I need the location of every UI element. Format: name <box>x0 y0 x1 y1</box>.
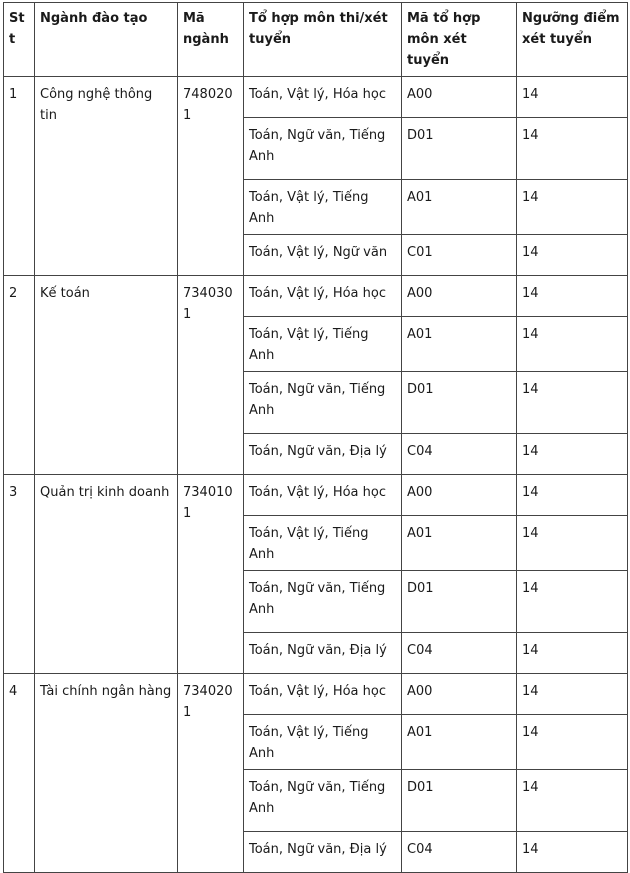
stt-cell: 1 <box>4 77 35 276</box>
table-row <box>4 276 628 317</box>
threshold-cell: 14 <box>517 276 628 317</box>
combo-code-cell: A00 <box>402 77 517 118</box>
subjects-cell: Toán, Vật lý, Tiếng Anh <box>244 317 402 372</box>
combo-code-cell: A00 <box>402 276 517 317</box>
subjects-cell: Toán, Vật lý, Tiếng Anh <box>244 180 402 235</box>
threshold-cell: 14 <box>517 571 628 633</box>
major-code-cell: 7340101 <box>178 475 244 674</box>
subjects-cell: Toán, Ngữ văn, Tiếng Anh <box>244 118 402 180</box>
header-major: Ngành đào tạo <box>35 3 178 77</box>
header-stt: Stt <box>4 3 35 77</box>
combo-code-cell: A01 <box>402 180 517 235</box>
combo-code-cell: D01 <box>402 118 517 180</box>
combo-code-cell: C04 <box>402 633 517 674</box>
stt-cell: 3 <box>4 475 35 674</box>
subjects-cell: Toán, Ngữ văn, Địa lý <box>244 633 402 674</box>
major-code-cell: 7480201 <box>178 77 244 276</box>
combo-code-cell: D01 <box>402 372 517 434</box>
stt-cell: 4 <box>4 674 35 873</box>
combo-code-cell: A01 <box>402 516 517 571</box>
stt-cell: 2 <box>4 276 35 475</box>
threshold-cell: 14 <box>517 715 628 770</box>
combo-code-cell: D01 <box>402 770 517 832</box>
subjects-cell: Toán, Vật lý, Hóa học <box>244 475 402 516</box>
combo-code-cell: C04 <box>402 832 517 873</box>
combo-code-cell: A00 <box>402 674 517 715</box>
subjects-cell: Toán, Vật lý, Hóa học <box>244 77 402 118</box>
major-name-cell: Tài chính ngân hàng <box>35 674 178 873</box>
combo-code-cell: A00 <box>402 475 517 516</box>
combo-code-cell: A01 <box>402 317 517 372</box>
major-name-cell: Kế toán <box>35 276 178 475</box>
threshold-cell: 14 <box>517 434 628 475</box>
header-subject-combo: Tổ hợp môn thi/xét tuyển <box>244 3 402 77</box>
combo-code-cell: A01 <box>402 715 517 770</box>
threshold-cell: 14 <box>517 475 628 516</box>
subjects-cell: Toán, Vật lý, Tiếng Anh <box>244 715 402 770</box>
header-combo-code: Mã tổ hợp môn xét tuyển <box>402 3 517 77</box>
table-row <box>4 674 628 715</box>
subjects-cell: Toán, Vật lý, Ngữ văn <box>244 235 402 276</box>
table-row <box>4 77 628 118</box>
threshold-cell: 14 <box>517 77 628 118</box>
threshold-cell: 14 <box>517 235 628 276</box>
major-name-cell: Công nghệ thông tin <box>35 77 178 276</box>
header-threshold: Ngưỡng điểm xét tuyển <box>517 3 628 77</box>
combo-code-cell: C01 <box>402 235 517 276</box>
threshold-cell: 14 <box>517 633 628 674</box>
threshold-cell: 14 <box>517 372 628 434</box>
subjects-cell: Toán, Ngữ văn, Tiếng Anh <box>244 571 402 633</box>
table-row <box>4 475 628 516</box>
threshold-cell: 14 <box>517 516 628 571</box>
threshold-cell: 14 <box>517 118 628 180</box>
admission-table <box>3 2 628 873</box>
major-code-cell: 7340201 <box>178 674 244 873</box>
header-major-code: Mã ngành <box>178 3 244 77</box>
subjects-cell: Toán, Ngữ văn, Tiếng Anh <box>244 372 402 434</box>
major-name-cell: Quản trị kinh doanh <box>35 475 178 674</box>
threshold-cell: 14 <box>517 770 628 832</box>
subjects-cell: Toán, Vật lý, Hóa học <box>244 674 402 715</box>
subjects-cell: Toán, Ngữ văn, Địa lý <box>244 434 402 475</box>
subjects-cell: Toán, Ngữ văn, Tiếng Anh <box>244 770 402 832</box>
threshold-cell: 14 <box>517 317 628 372</box>
subjects-cell: Toán, Ngữ văn, Địa lý <box>244 832 402 873</box>
threshold-cell: 14 <box>517 674 628 715</box>
combo-code-cell: D01 <box>402 571 517 633</box>
major-code-cell: 7340301 <box>178 276 244 475</box>
threshold-cell: 14 <box>517 180 628 235</box>
subjects-cell: Toán, Vật lý, Hóa học <box>244 276 402 317</box>
header-row <box>4 3 628 77</box>
combo-code-cell: C04 <box>402 434 517 475</box>
subjects-cell: Toán, Vật lý, Tiếng Anh <box>244 516 402 571</box>
threshold-cell: 14 <box>517 832 628 873</box>
